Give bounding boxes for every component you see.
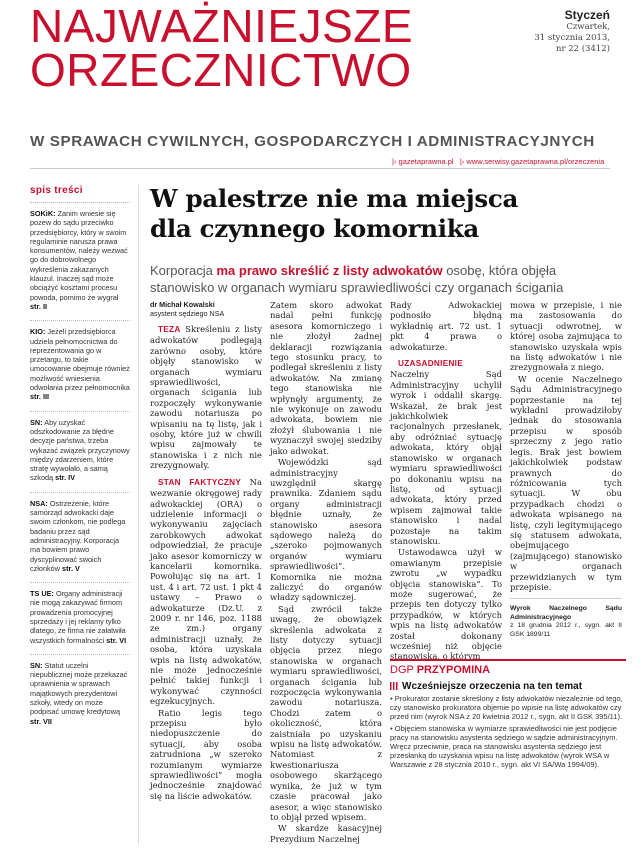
issue-date: 31 stycznia 2013, [534,33,610,43]
verdict-reference: Wyrok Naczelnego Sądu Administracyjnego z 18 grudnia 2012 r., sygn. akt II GSK 1899/11 [510,598,622,639]
web-links: |› gazetaprawna.pl |› www.serwisy.gazetaprawna.pl/orzeczenia [392,157,605,166]
top-divider [30,168,610,169]
masthead-title [30,0,550,96]
article-column-4: mowa w przepisie, i nie ma zastosowania do sytuacji odwrotnej, w której osoba zajmująca to stanowisko uzyskała wpis na listę adwokatów i nie zrezygnowała z niego. W ocenie Naczelnego Sądu Administracyjnego poprzestanie na tej wykładni prowadziłoby jednak do stosowania przepisu w sposób sprzeczny z jego ratio legis. Brak jest bowiem jakichkolwiek podstaw prawnych do różnicowania tych sytuacji. W obu przypadkach chodzi o adwokata wpisanego na listę, czyli legitymującego się statusem adwokata, obejmującego (zajmującego) stanowisko w organach przewidzianych w tym przepisie. Wyrok Naczelnego Sądu Administracyjnego z 18 grudnia 2012 r., sygn. akt II GSK 1899/11 [510,300,622,638]
toc-item: TS UE: Organy administracji nie mogą zakazywać firmom prowadzenia promocyjnej sprzedaży i jej reklamy tylko dlatego, że firma nie załatwiła wszystkich formalności str. VI [30,582,130,645]
dgp-item: ▪ Objęciem stanowiska w wymiarze sprawiedliwości nie jest podjęcie pracy na stanowisku asystenta sędziego w sądzie administracyjnym. Wręcz przeciwnie, praca na stanowisku asystenta sędziego jest przesłanką do uzyskania wpisu na listę adwokatów (wyrok WSA w Warszawie z 28 stycznia 2010 r., sygn. akt VI SA/Wa 1994/09). [390,723,618,770]
toc-item: SOKiK: Zanim wniesie się pozew do sądu przeciwko przedsiębiorcy, który w swoim regulaminie narusza prawa konsumentów, należy wezwać go do dobrowolnego wykreślenia zakazanych klauzul. Inaczej sąd może obciążyć kosztami procesu powoda, pomimo że wygrał str. II [30,202,130,311]
section-stan: STAN FAKTYCZNY [158,477,242,487]
issue-number: nr 22 (3412) [555,44,610,54]
toc-item: KIO: Jeżeli przedsiębiorca udziela pełnomocnictwa do reprezentowania go w przetargu, to takie umocowanie obejmuje również możliwość wniesienia odwołania przez pełnomocnika str. III [30,320,130,401]
toc-item: SN: Aby uzyskać odszkodowanie za błędne decyzje państwa, trzeba wykazać związek przyczynowy między zdarzeniem, które stratę wywołało, a samą szkodą str. IV [30,411,130,483]
toc-item: NSA: Ostrzeżenie, które samorząd adwokacki daje swoim członkom, nie podlega badaniu przez sąd administracyjny. Korporacja ma bowiem prawo dyscyplinować swoich członków str. V [30,492,130,573]
dgp-topic: Wcześniejsze orzeczenia na ten temat [390,681,626,692]
dgp-header: DGP PRZYPOMINA [390,659,626,676]
article-lead: Korporacja ma prawo skreślić z listy adwokatów osobę, która objęła stanowisko w organach wymiaru sprawiedliwości czy organach ścigania [150,263,564,295]
site-link-2[interactable]: www.serwisy.gazetaprawna.pl/orzeczenia [466,157,605,166]
dgp-item: ▪ Prokurator zostanie skreślony z listy adwokatów niezależnie od tego, czy stanowisko prokuratora objemie po wpisie na listę adwokatów czy przed nim (wyrok NSA z 20 kwietnia 2012 r., sygn. akt II GSK 395/11). [390,694,623,722]
masthead-subtitle: W SPRAWACH CYWILNYCH, GOSPODARCZYCH I ADMINISTRACYJNYCH [30,133,595,150]
article-column-1: dr Michał Kowalski asystent sędziego NSA TEZA Skreśleniu z listy adwokatów podlegają zarówno osoby, które objęły stanowisko w organach wymiaru sprawiedliwości, organach ścigania lub rozpoczęły wykonywanie zawodu notariusza po wpisaniu na tę listę, jak i osoby, które już w chwili wpisu zajmowały te stanowiska i z nich nie zrezygnowały. STAN FAKTYCZNY Na wezwanie okręgowej rady adwokackiej (ORA) o udzielenie informacji o wykonywaniu zajęciach zarobkowych adwokat odpowiedział, że pracuje jako asesor komorniczy w kancelarii komornika. Powołując się na art. 1 ust. 4 i art. 72 ust. 1 pkt 4 ustawy – Prawo o adwokaturze (Dz.U. z 2009 r. nr 146, poz. 1188 ze zm.) organy administracji uznały, że osoba, która uzyskała wpis na listę adwokatów, nie może jednocześnie pełnić takiej funkcji i wykonywać czynności egzekucyjnych. Ratio legis tego przepisu było niedopuszczenie do sytuacji, aby osoba zatrudniona „w szeroko rozumianym wymiarze sprawiedliwości” mogła jednocześnie znajdować się na liście adwokatów. [150,300,263,801]
dgp-reminder-box [390,659,626,770]
masthead-title-line1: NAJWAŻNIEJSZE [30,0,414,52]
table-of-contents [30,185,130,735]
section-teza: TEZA [158,325,181,334]
article-headline: W palestrze nie ma miejsca dla czynnego komornika [150,184,519,243]
issue-info [534,8,610,55]
site-link-1[interactable]: gazetaprawna.pl [398,157,454,166]
grid-icon [390,682,398,690]
author-name: dr Michał Kowalski [150,300,215,309]
section-uzasadnienie: UZASADNIENIE [398,359,464,369]
toc-title: spis treści [30,185,83,196]
issue-day: Czwartek, [566,22,610,32]
toc-item: SN: Statut uczelni niepublicznej może przekazać uprawnienia w sprawach majątkowych prezydentowi szkoły, wtedy on może podpisać umowę kredytową str. VII [30,654,130,726]
masthead-title-line2: ORZECZNICTWO [30,44,412,96]
article-column-3: Rady Adwokackiej podnosiło błędną wykładnię art. 72 ust. 1 pkt 4 prawa o adwokaturze. UZASADNIENIE Naczelny Sąd Administracyjny uchylił wyrok i oddalił skargę. Wskazał, że brak jest jakichkolwiek racjonalnych przesłanek, aby odróżniać sytuację adwokata, który objął stanowisko w organach wymiaru sprawiedliwości po dokonaniu wpisu na listę, od sytuacji adwokata, który przed wpisem zajmował takie stanowisko i nadal pozostaje na takim stanowisku. Ustawodawca użył w omawianym przepisie zwrotu „w wypadku objęcia stanowiska”. To może sugerować, że przepis ten dotyczy tylko przypadków, w których wpis na listę adwokatów został dokonany wcześniej niż objęcie stanowiska, o którym [390,300,502,662]
article-column-2: Zatem skoro adwokat nadal pełni funkcję asesora komorniczego i nie złożył żadnej deklaracji rozwiązania tego stosunku pracy, to podlegał skreśleniu z listy adwokatów. Na zmianę tego stanowiska nie wpłynęły argumenty, że nie wykonuje on zawodu adwokata, bowiem nie złożył ślubowania i nie wyznaczył swojej siedziby jako adwokat. Wojewódzki sąd administracyjny uwzględnił skargę prawnika. Zdaniem sądu organy administracji błędnie uznały, że stanowisko asesora sądowego należą do „szeroko pojmowanych organów wymiaru sprawiedliwości”. Komornika nie można zaliczyć do organów władzy sądowniczej. Sąd zwrócił także uwagę, że obowiązek skreślenia adwokata z listy dotyczy sytuacji objęcia przez niego stanowiska w organach wymiaru sprawiedliwości, organach ścigania lub rozpoczęcia wykonywania zawodu notariusza. Chodzi zatem o okoliczność, która zaistniała po uzyskaniu wpisu na listę adwokatów. Natomiast z kwestionariusza osobowego skarżącego wynika, że już w tym czasie pracował jako asesor, a więc stanowisko to objął przed wpisem. W skardze kasacyjnej Prezydium Naczelnej [270,300,382,844]
column-divider [138,185,139,845]
issue-month: Styczeń [564,8,610,22]
author-role: asystent sędziego NSA [150,309,225,318]
byline [150,300,262,318]
